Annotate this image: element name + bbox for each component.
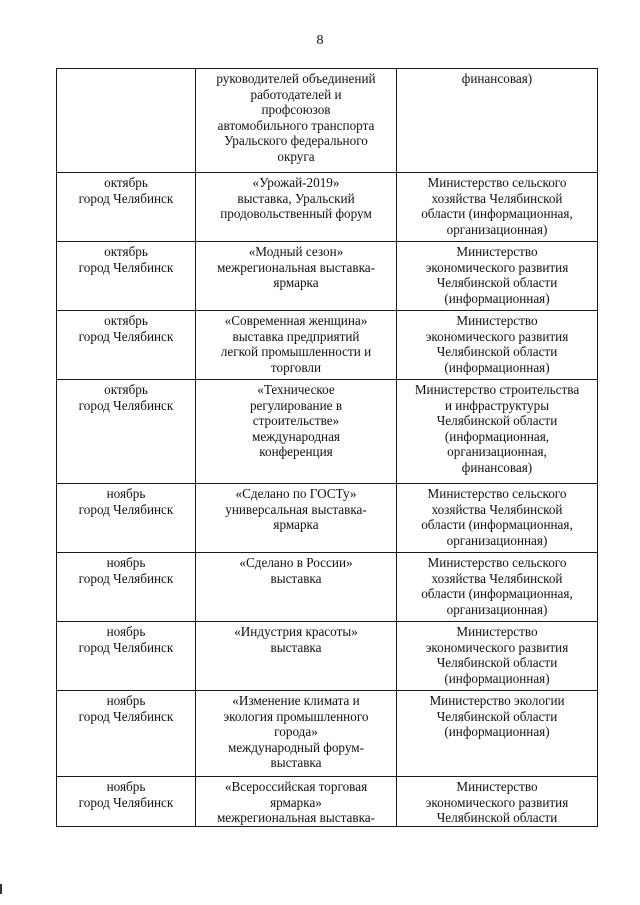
date-line: ноябрь [106,779,146,794]
event-cell [196,484,397,553]
event-line: «Техническое [257,382,335,397]
organizer-cell [397,691,598,777]
event-line: универсальная выставка- [225,501,367,517]
organizer-line: экономического развития [425,259,569,275]
date-cell [57,173,196,242]
event-line: ярмарка [273,517,319,533]
event-line: международная [251,428,341,444]
organizer-line: (информационная) [444,359,550,375]
organizer-line: Министерство сельского [427,555,567,570]
date-line: ноябрь [106,555,146,570]
event-line: «Индустрия красоты» [234,624,358,639]
organizer-cell [397,553,598,622]
event-line: ярмарка» [270,794,322,810]
date-cell [57,622,196,691]
event-line: экология промышленного [223,708,369,724]
event-line: выставка предприятий [232,328,360,344]
event-cell [196,380,397,484]
event-cell [196,69,397,173]
event-line: «Сделано по ГОСТу» [235,486,357,501]
date-line: город Челябинск [78,190,174,206]
organizer-line: Министерство [456,624,538,639]
organizer-line: экономического развития [425,794,569,810]
event-cell [196,311,397,380]
table-row [57,380,598,484]
organizer-line: хозяйства Челябинской [431,190,563,206]
table-row [57,173,598,242]
event-line: выставка, Уральский [237,190,355,206]
event-line: строительстве» [252,413,340,429]
organizer-line: организационная) [446,221,548,237]
table-row [57,242,598,311]
organizer-line: Министерство строительства [414,382,580,397]
organizer-line: финансовая) [461,71,533,86]
date-cell [57,777,196,827]
date-cell [57,691,196,777]
organizer-cell [397,173,598,242]
organizer-line: Челябинской области [436,413,558,429]
table-row [57,484,598,553]
date-line: ноябрь [106,486,146,501]
organizer-line: области (информационная, [421,517,573,533]
organizer-line: Челябинской области [436,344,558,360]
organizer-line: хозяйства Челябинской [431,501,563,517]
organizer-line: области (информационная, [421,206,573,222]
organizer-cell [397,311,598,380]
event-cell [196,691,397,777]
organizer-line: Министерство [456,244,538,259]
event-line: руководителей объединений [216,71,376,86]
organizer-line: экономического развития [425,328,569,344]
date-line: город Челябинск [78,570,174,586]
event-cell [196,622,397,691]
event-line: «Сделано в России» [239,555,353,570]
event-line: «Изменение климата и [232,693,360,708]
date-line: октябрь [104,313,148,328]
table-row [57,311,598,380]
organizer-line: (информационная) [444,670,550,686]
organizer-cell [397,69,598,173]
date-cell [57,380,196,484]
organizer-line: (информационная) [444,724,550,740]
organizer-line: Министерство сельского [427,486,567,501]
date-line: город Челябинск [78,501,174,517]
event-line: межрегиональная выставка- [216,259,376,275]
event-line: «Современная женщина» [224,313,368,328]
event-cell [196,553,397,622]
organizer-line: Министерство [456,313,538,328]
organizer-cell [397,622,598,691]
table-row [57,622,598,691]
event-cell [196,173,397,242]
date-line: октябрь [104,382,148,397]
event-cell [196,777,397,827]
events-table-body [57,69,598,827]
event-line: выставка [270,570,322,586]
date-line: город Челябинск [78,794,174,810]
date-line: город Челябинск [78,639,174,655]
date-cell [57,553,196,622]
table-row [57,553,598,622]
date-line: ноябрь [106,693,146,708]
event-line: города» [274,724,318,740]
organizer-cell [397,242,598,311]
organizer-line: Министерство [456,779,538,794]
date-line: город Челябинск [78,708,174,724]
table-row [57,777,598,827]
organizer-line: организационная) [446,601,548,617]
organizer-line: Челябинской области [436,655,558,671]
date-cell [57,242,196,311]
event-line: выставка [270,639,322,655]
organizer-line: Министерство сельского [427,175,567,190]
organizer-line: организационная) [446,532,548,548]
organizer-line: экономического развития [425,639,569,655]
event-line: профсоюзов [261,102,331,118]
event-line: легкой промышленности и [220,344,372,360]
organizer-line: области (информационная, [421,586,573,602]
organizer-cell [397,484,598,553]
event-line: продовольственный форум [220,206,372,222]
organizer-line: Челябинской области [436,810,558,826]
event-line: межрегиональная выставка- [216,810,376,826]
event-line: международный форум- [227,739,365,755]
organizer-line: финансовая) [461,459,533,475]
organizer-line: и инфраструктуры [444,397,550,413]
event-line: округа [277,148,315,164]
organizer-line: Министерство экологии [429,693,565,708]
table-row [57,69,598,173]
event-line: регулирование в [249,397,343,413]
organizer-line: хозяйства Челябинской [431,570,563,586]
events-table [56,68,598,827]
page-number: 8 [316,33,324,48]
scan-edge-mark [0,884,2,894]
date-line: город Челябинск [78,397,174,413]
date-cell [57,484,196,553]
date-line: ноябрь [106,624,146,639]
organizer-line: (информационная, [444,428,550,444]
event-line: «Всероссийская торговая [224,779,368,794]
date-line: город Челябинск [78,259,174,275]
date-line: октябрь [104,175,148,190]
event-line: «Урожай-2019» [252,175,340,190]
date-cell [57,311,196,380]
organizer-cell [397,777,598,827]
event-line: торговли [270,359,322,375]
date-line: октябрь [104,244,148,259]
organizer-line: (информационная) [444,290,550,306]
event-line: работодателей и [250,86,342,102]
organizer-line: Челябинской области [436,708,558,724]
date-line: город Челябинск [78,328,174,344]
organizer-line: Челябинской области [436,275,558,291]
event-line: конференция [259,444,333,460]
event-line: ярмарка [273,275,319,291]
event-line: автомобильного транспорта [217,117,375,133]
event-cell [196,242,397,311]
date-cell [57,69,196,173]
event-line: Уральского федерального [224,133,368,149]
organizer-cell [397,380,598,484]
organizer-line: организационная, [447,444,547,460]
event-line: выставка [270,755,322,771]
event-line: «Модный сезон» [248,244,344,259]
table-row [57,691,598,777]
